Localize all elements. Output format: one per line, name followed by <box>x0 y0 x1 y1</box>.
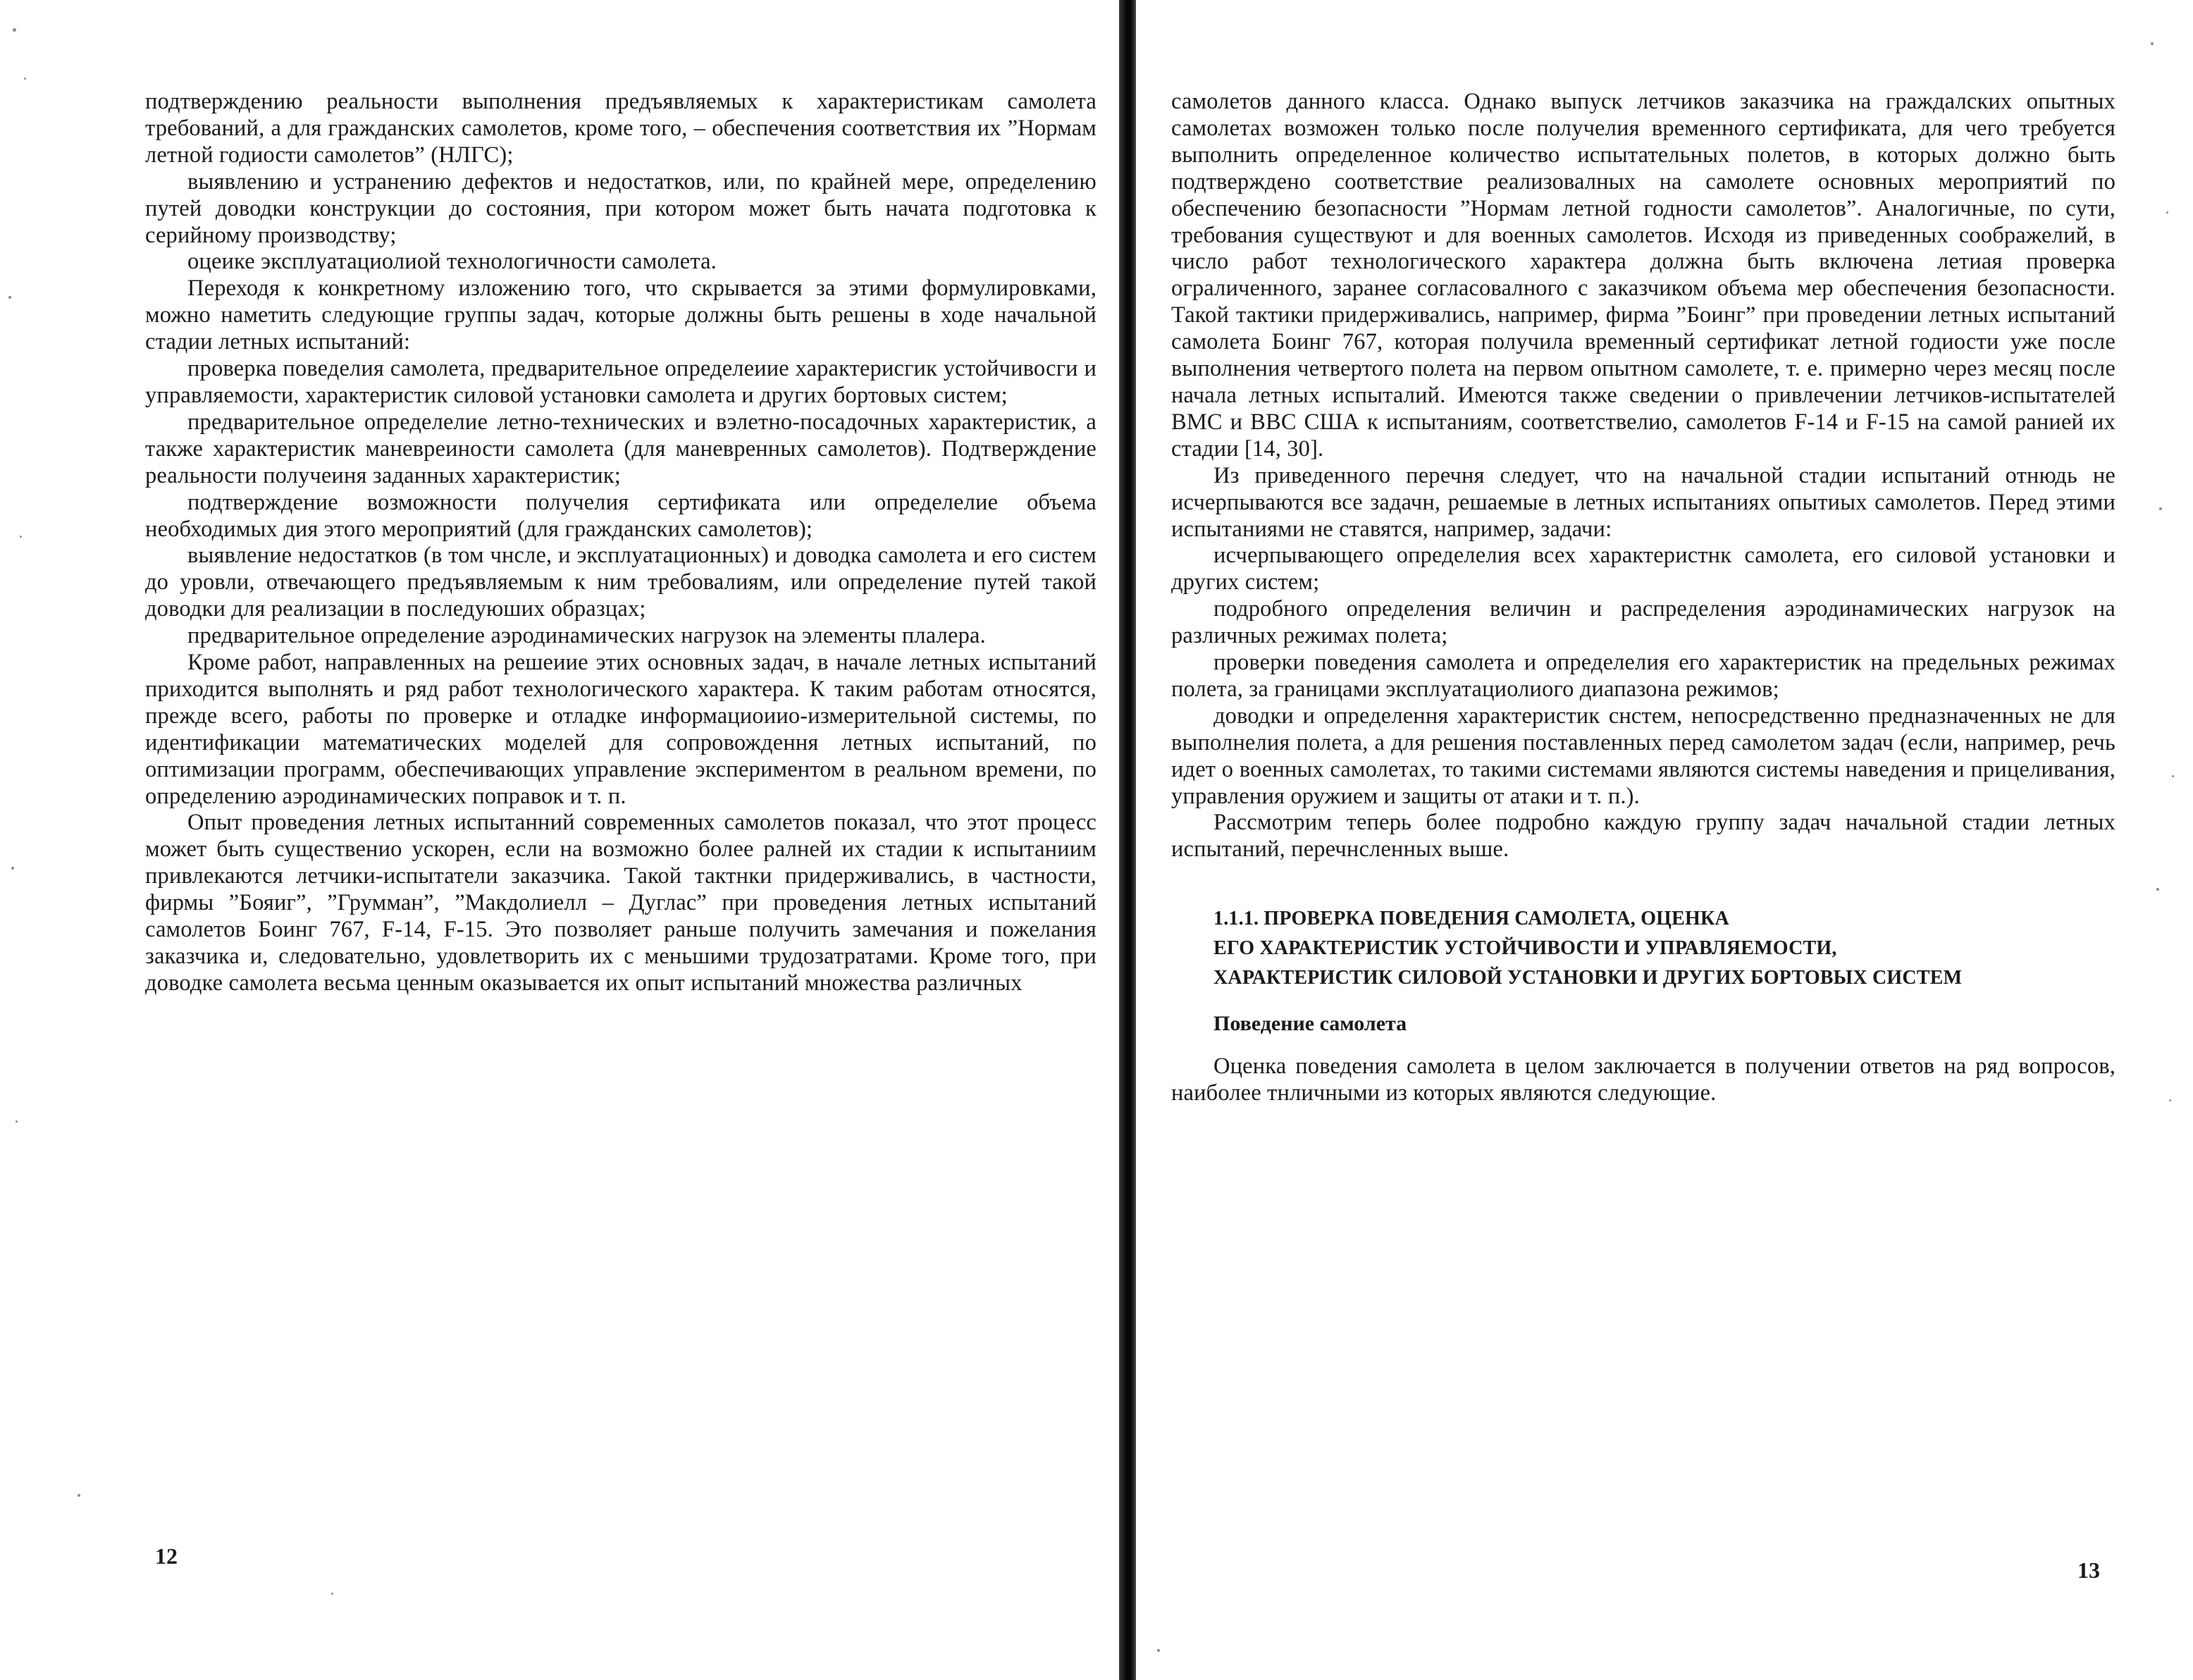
scan-speck <box>8 296 11 299</box>
book-spine <box>1119 0 1136 1680</box>
paragraph: Из приведенного перечня следует, что на начальной стадии испытаний отнюдь не исчерпываются все задачн, решаемые в летных испытаниях опытиых самолетов. Перед этими испытаниями не ставятся, например, задачи: <box>1171 462 2115 542</box>
list-item: исчерпывающего определелия всех характеристнк самолета, его силовой установки и других систем; <box>1171 543 2115 595</box>
list-item: проверки поведения самолета и определелия его характеристик на предельных режимах полета, за границами эксплуатациолиого диапазона режимов; <box>1171 650 2115 702</box>
list-item: подробного определения величин и распределения аэродинамических нагрузок на различных режимах полета; <box>1171 596 2115 649</box>
scan-speck <box>2169 1099 2171 1101</box>
paragraph: Переходя к конкретному изложению того, что скрывается за этими формулировками, можно наметить следующие группы задач, которые должны быть решены в ходе начальной стадии летных испытаний: <box>145 276 1096 355</box>
list-item: предварительное определение аэродинамических нагрузок на элементы плалера. <box>187 623 986 649</box>
list-item: доводки и определення характеристик снстем, непосредственно предназначенных не для выполнелия полета, а для решения поставленных перед самолетом задач (если, например, речь идет о военных самолетах, то такими системами являются системы наведения и прицеливания, управления оружием и защиты от атаки и т. п.). <box>1171 703 2115 809</box>
scan-speck <box>16 1120 18 1123</box>
page-number: 12 <box>155 1543 178 1569</box>
list-item: проверка поведелия самолета, предварительное определеиие характерисгик устойчивосги и управляемости, характеристик силовой установки самолета и других бортовых систем; <box>145 356 1096 408</box>
scan-speck <box>11 867 14 870</box>
scan-speck <box>331 1593 333 1595</box>
paragraph: самолетов данного класса. Однако выпуск летчиков заказчика на граждалских опытных самолетах возможен только после получелия временного сертификата, для чего требуется выполнить определенное количество испытательных полетов, в которых должно быть подтверждено соответствие реализовалных на самолете основных мероприятий по обеспечению безопасности ”Нормам летной годности самолетов”. Аналогичные, по сути, требования существуют и для военных самолетов. Исходя из приведенных соображелий, в число работ технологического характера должна быть включена летиая проверка ограличенного, заранее согласовалного с заказчиком объема мер обеспечения безопасности. Такой тактики придерживались, например, фирма ”Боинг” при проведении летных испытаний самолета Боинг 767, которая получила временный сертификат летной годиости уже после выполнения четвертого полета на первом опытном самолете, т. е. примерно через месяц после начала летных испыталий. Имеются также сведении о привлечении летчиков-испытателей ВМС и ВВС США к испытаниям, соответствелио, самолетов F-14 и F-15 на самой ранией их стадии [14, 30]. <box>1171 89 2115 462</box>
section-heading-line: ЕГО ХАРАКТЕРИСТИК УСТОЙЧИВОСТИ И УПРАВЛЯЕМОСТИ, <box>1213 937 1837 960</box>
right-page <box>1136 0 2193 1680</box>
scan-speck <box>2159 507 2162 510</box>
scan-speck <box>1157 1649 1160 1652</box>
scan-speck <box>78 1494 80 1497</box>
list-item: оцеике эксплуатациолиой технологичности самолета. <box>187 249 717 275</box>
list-item: предварительное определелие летно-технических и вэлетно-посадочных характеристик, а также характеристик маневреиности самолета (для маневренных самолетов). Подтверждение реальности получеиня заданных характеристик; <box>145 409 1096 488</box>
list-item: выявлению и устранению дефектов и недостатков, или, по крайней мере, определению путей доводки конструкции до состояния, при котором может быть начата подготовка к серийному производству; <box>145 168 1096 248</box>
paragraph: Кроме работ, направленных на решеиие этих основных задач, в начале летных испытаний приходится выполнять и ряд работ технологического характера. К таким работам относятся, прежде всего, работы по проверке и отладке информациоиио-измерительной системы, по идентификации математических моделей для сопровождення летных испытаний, по оптимизации программ, обеспечивающих управление экспериментом в реальном времени, по определению аэродинамических поправок и т. п. <box>145 650 1096 809</box>
subsection-heading: Поведение самолета <box>1213 1012 1407 1036</box>
scan-speck <box>2172 775 2174 777</box>
paragraph: Оценка поведения самолета в целом заключается в получении ответов на ряд вопросов, наиболее тнличными из которых являются следующие. <box>1171 1054 2115 1106</box>
scan-speck <box>2156 888 2159 891</box>
scan-speck <box>24 78 26 80</box>
scan-speck <box>2166 211 2168 214</box>
paragraph: Рассмотрим теперь более подробно каждую группу задач начальной стадии летных испытаний, перечнсленных выше. <box>1171 810 2115 863</box>
section-heading-line: ХАРАКТЕРИСТИК СИЛОВОЙ УСТАНОВКИ И ДРУГИХ БОРТОВЫХ СИСТЕМ <box>1213 967 1963 989</box>
right-page-text <box>1171 89 2115 1107</box>
scan-speck <box>20 536 22 538</box>
scan-speck <box>13 28 16 32</box>
section-heading <box>1171 904 2115 1038</box>
left-page-text <box>145 89 1096 997</box>
paragraph: подтверждению реальности выполнения предъявляемых к характеристикам самолета требований, а для гражданских самолетов, кроме того, – обеспечения соответствия их ”Нормам летной годиости самолетов” (НЛГС); <box>145 89 1096 168</box>
scan-speck <box>2151 42 2154 45</box>
page-number: 13 <box>2077 1557 2100 1583</box>
paragraph: Опыт проведения летных испытанний современных самолетов показал, что этот процесс может быть существенио ускорен, если на возможно более ралней их стадии к испытаниим привлекаются летчики-испытатели заказчика. Такой тактнки придерживались, в частности, фирмы ”Бояиг”, ”Грумман”, ”Макдолиелл – Дуглас” при проведения летных испытаний самолетов Боинг 767, F-14, F-15. Это позволяет раньше получить замечания и пожелания заказчика и, следовательно, удовлетворить их с меньшими трудозатратами. Кроме того, при доводке самолета весьма ценным оказывается их опыт испытаний множества различных <box>145 810 1096 996</box>
list-item: выявление недостатков (в том чнсле, и эксплуатационных) и доводка самолета и его систем до уровли, отвечающего предъявляемым к ним требовалиям, или определение путей такой доводки для реализации в последуюших образцах; <box>145 543 1096 622</box>
list-item: подтверждение возможности получелия сертификата или определелие объема необходимых дия этого мероприятий (для гражданских самолетов); <box>145 489 1096 542</box>
section-heading-line: 1.1.1. ПРОВЕРКА ПОВЕДЕНИЯ САМОЛЕТА, ОЦЕНКА <box>1213 908 1729 930</box>
